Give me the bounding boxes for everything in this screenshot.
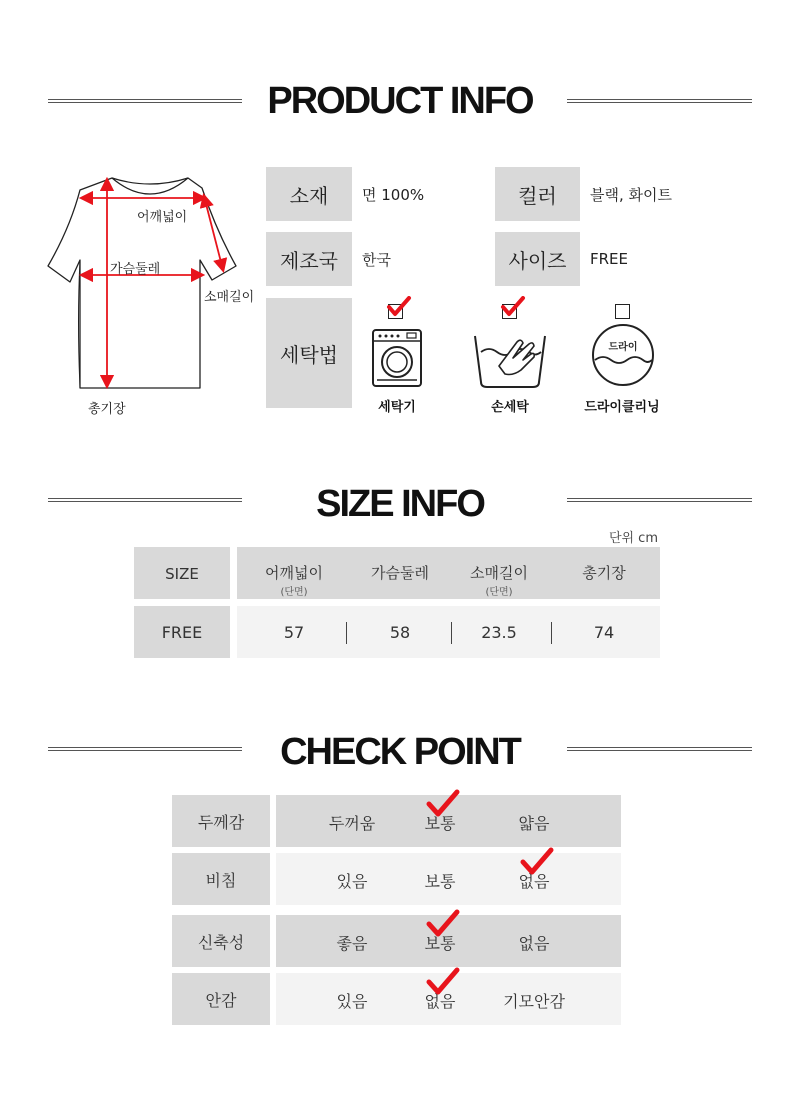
unit-label: 단위 cm — [608, 531, 658, 546]
check-point-option: 보통 — [424, 814, 456, 833]
dry-clean-icon-text: 드라이 — [608, 342, 638, 353]
hand-wash-icon — [473, 330, 547, 390]
separator — [346, 622, 347, 644]
size-column-header: 소매길이 (단면) — [470, 564, 528, 598]
color-value: 블랙, 화이트 — [590, 185, 672, 204]
color-label: 컬러 — [495, 167, 580, 221]
title-rule-right — [567, 99, 752, 103]
check-point-option: 얇음 — [518, 814, 550, 833]
check-point-label: 두께감 — [172, 795, 270, 847]
material-value: 면 100% — [362, 185, 425, 204]
check-mark-icon — [425, 967, 461, 997]
size-row-label: FREE — [161, 622, 203, 642]
check-point-title: CHECK POINT — [280, 731, 520, 773]
size-info-title: SIZE INFO — [316, 483, 484, 525]
size-column-header: 총기장 — [582, 564, 626, 582]
check-point-option: 보통 — [424, 934, 456, 953]
origin-label: 제조국 — [266, 232, 352, 286]
size-label: 사이즈 — [495, 232, 580, 286]
check-mark-icon — [386, 296, 412, 318]
size-value: 57 — [283, 622, 305, 642]
washing-machine-icon — [371, 328, 423, 388]
check-point-option: 있음 — [336, 992, 368, 1011]
size-header-label: SIZE — [165, 565, 199, 583]
product-info-title: PRODUCT INFO — [267, 80, 533, 122]
size-column-header: 가슴둘레 — [371, 564, 429, 582]
check-point-label: 안감 — [172, 973, 270, 1025]
washing-label: 세탁법 — [266, 298, 352, 408]
size-value: 74 — [593, 622, 615, 642]
check-point-option: 없음 — [518, 934, 550, 953]
check-point-label: 신축성 — [172, 915, 270, 967]
check-point-option: 기모안감 — [503, 992, 565, 1011]
chest-label: 가슴둘레 — [110, 262, 161, 277]
check-mark-icon — [425, 909, 461, 939]
material-label: 소재 — [266, 167, 352, 221]
check-point-option: 없음 — [424, 992, 456, 1011]
origin-value: 한국 — [362, 250, 391, 269]
title-rule-right — [567, 498, 752, 502]
check-point-option: 있음 — [336, 872, 368, 891]
title-rule-right — [567, 747, 752, 751]
size-value: 23.5 — [481, 622, 517, 642]
tshirt-diagram — [40, 170, 270, 420]
shoulder-label: 어깨넓이 — [137, 210, 188, 225]
check-point-option: 없음 — [518, 872, 550, 891]
check-mark-icon — [500, 296, 526, 318]
check-mark-icon — [519, 847, 555, 877]
dry-clean-label: 드라이클리닝 — [584, 400, 660, 415]
sleeve-label: 소매길이 — [204, 290, 255, 305]
size-value: 58 — [389, 622, 411, 642]
check-point-option: 보통 — [424, 872, 456, 891]
separator — [551, 622, 552, 644]
check-point-label: 비침 — [172, 853, 270, 905]
check-mark-icon — [425, 789, 461, 819]
washing-machine-label: 세탁기 — [378, 400, 416, 415]
check-point-option: 두꺼움 — [328, 814, 376, 833]
length-label: 총기장 — [88, 402, 126, 417]
hand-wash-label: 손세탁 — [491, 400, 529, 415]
size-column-header: 어깨넓이 (단면) — [265, 564, 323, 598]
dry-clean-checkbox — [615, 304, 630, 319]
dry-clean-icon — [590, 322, 656, 388]
check-point-option: 좋음 — [336, 934, 368, 953]
size-value: FREE — [590, 250, 629, 268]
